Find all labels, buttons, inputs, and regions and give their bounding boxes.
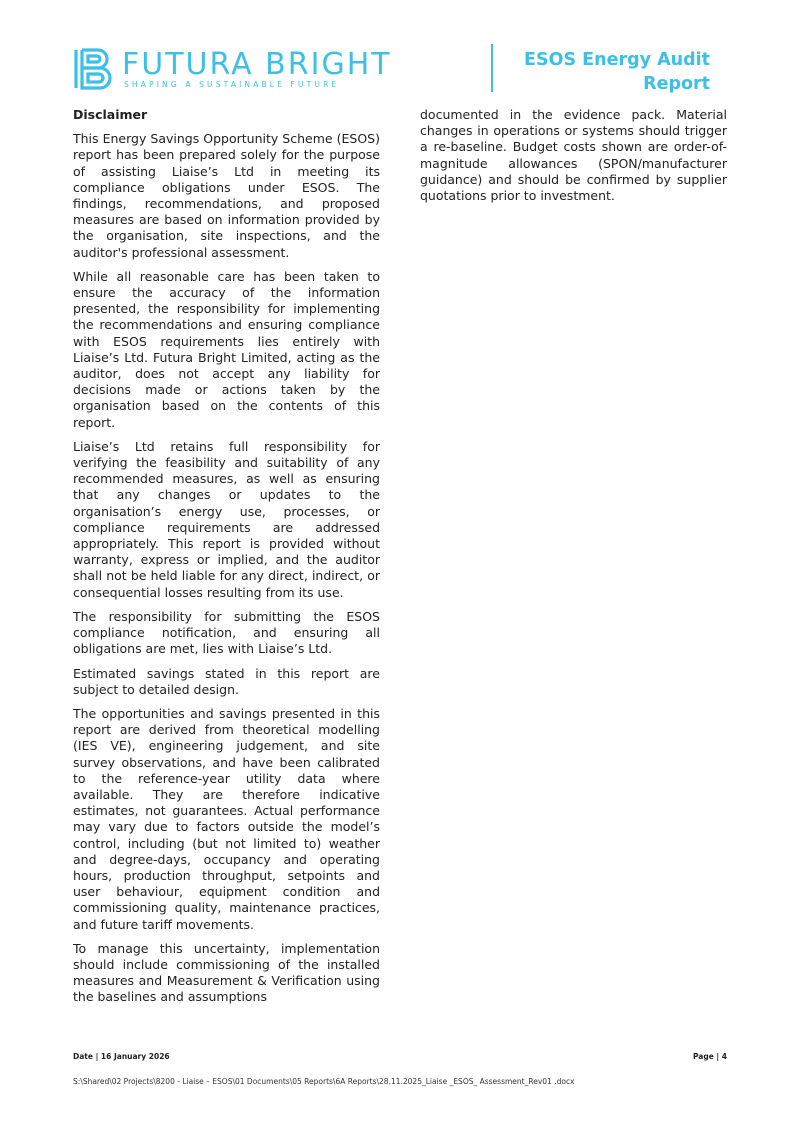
paragraph: To manage this uncertainty, implementation should include commissioning of the installed measures and Measurement & Verification using the baselines and assumptions: [73, 940, 380, 1005]
footer-file-path: S:\Shared\02 Projects\8200 - Liaise – ESOS\01 Documents\05 Reports\6A Reports\28.11.2025_Liaise _ESOS_ Assessment_Rev01 .docx: [73, 1077, 575, 1086]
footer-page-number: Page | 4: [693, 1052, 727, 1061]
paragraph-continued: documented in the evidence pack. Material changes in operations or systems should trigger a re-baseline. Budget costs shown are order-of-magnitude allowances (SPON/manufacturer guidance) and should be confirmed by supplier quotations prior to investment.: [420, 107, 727, 204]
paragraph: Liaise’s Ltd retains full responsibility for verifying the feasibility and suitability of any recommended measures, as well as ensuring that any changes or updates to the organisation’s energy use, processes, or compliance requirements are addressed appropriately. This report is provided without warranty, express or implied, and the auditor shall not be held liable for any direct, indirect, or consequential losses resulting from its use.: [73, 438, 380, 600]
company-logo: [72, 47, 392, 96]
paragraph: Estimated savings stated in this report are subject to detailed design.: [73, 665, 380, 697]
report-title-line-2: Report: [643, 74, 710, 94]
right-column: [420, 107, 727, 212]
paragraph: This Energy Savings Opportunity Scheme (ESOS) report has been prepared solely for the purpose of assisting Liaise’s Ltd in meeting its compliance obligations under ESOS. The findings, recommendations, and proposed measures are based on information provided by the organisation, site inspections, and the auditor's professional assessment.: [73, 131, 380, 260]
left-column: [73, 107, 380, 1014]
footer-date: Date | 16 January 2026: [73, 1052, 170, 1061]
paragraph: The responsibility for submitting the ESOS compliance notification, and ensuring all obligations are met, lies with Liaise’s Ltd.: [73, 608, 380, 657]
page-header: [0, 0, 800, 110]
report-title: [490, 48, 710, 96]
brand-tagline: SHAPING A SUSTAINABLE FUTURE: [124, 80, 340, 89]
report-title-line-1: ESOS Energy Audit: [524, 50, 710, 70]
brand-name: FUTURA BRIGHT: [122, 47, 392, 82]
paragraph: While all reasonable care has been taken to ensure the accuracy of the information presented, the responsibility for implementing the recommendations and ensuring compliance with ESOS requirements lies entirely with Liaise’s Ltd. Futura Bright Limited, acting as the auditor, does not accept any liability for decisions made or actions taken by the organisation based on the contents of this report.: [73, 268, 380, 430]
paragraph: The opportunities and savings presented in this report are derived from theoretical modelling (IES VE), engineering judgement, and site survey observations, and have been calibrated to the reference-year utility data where available. They are therefore indicative estimates, not guarantees. Actual performance may vary due to factors outside the model’s control, including (but not limited to) weather and degree-days, occupancy and operating hours, production throughput, setpoints and user behaviour, equipment condition and commissioning quality, maintenance practices, and future tariff movements.: [73, 705, 380, 932]
futura-bright-logo-icon: [72, 48, 116, 90]
section-heading: Disclaimer: [73, 107, 148, 122]
